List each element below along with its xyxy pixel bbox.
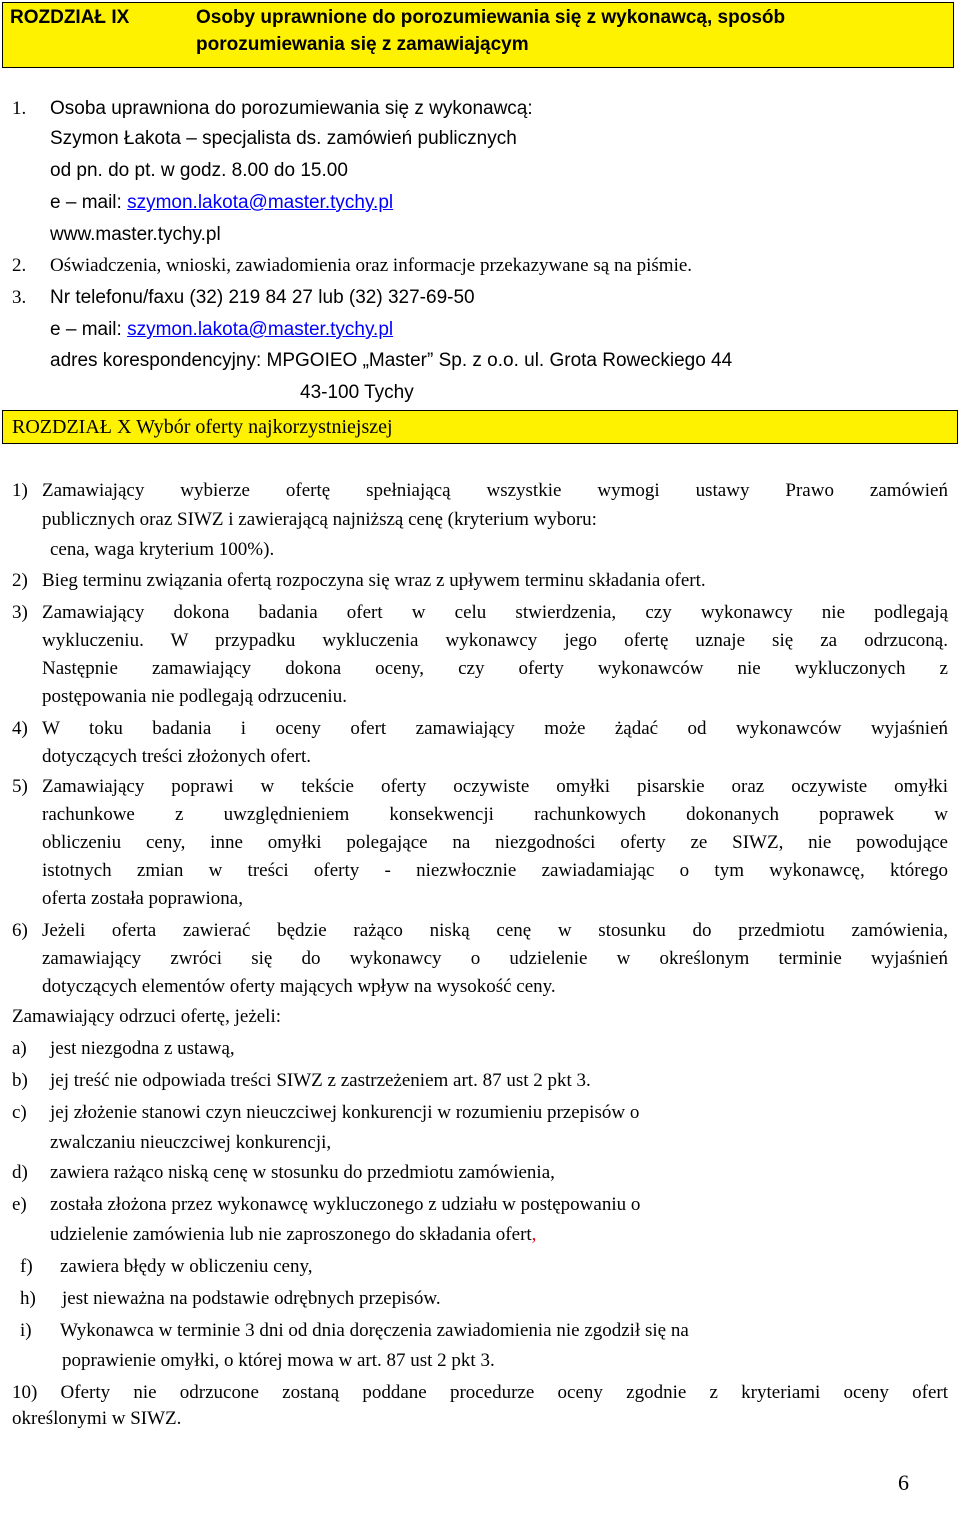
chapter-9-heading-prefix: ROZDZIAŁ IX [10,7,130,28]
point-1-number: 1) [12,480,28,501]
point-1-line-3: cena, waga kryterium 100%). [50,539,275,560]
reject-f-text: zawiera błędy w obliczeniu ceny, [60,1256,313,1277]
point-1-line-1: Zamawiający wybierze ofertę spełniającą wszystkie wymogi ustawy Prawo zamówień [42,480,948,501]
correspondence-city: 43-100 Tychy [300,382,414,403]
reject-c-line-2: zwalczaniu nieuczciwej konkurencji, [50,1132,332,1153]
point-5-line-2: rachunkowe z uwzględnieniem konsekwencji rachunkowych dokonanych poprawek w [42,804,948,825]
point-5-line-4: istotnych zmian w treści oferty - niezwłocznie zawiadamiając o tym wykonawcę, którego [42,860,948,881]
reject-i-label: i) [20,1320,32,1341]
reject-c-label: c) [12,1102,27,1123]
reject-d-text: zawiera rażąco niską cenę w stosunku do przedmiotu zamówienia, [50,1162,555,1183]
reject-e-line-2: udzielenie zamówienia lub nie zaproszonego do składania ofert [50,1224,532,1245]
chapter-10-heading: ROZDZIAŁ X Wybór oferty najkorzystniejszej [12,416,393,438]
reject-e-label: e) [12,1194,27,1215]
point-5-line-3: obliczeniu ceny, inne omyłki polegające na niezgodności oferty ze SIWZ, nie powodujące [42,832,948,853]
reject-b-label: b) [12,1070,28,1091]
website-link[interactable]: www.master.tychy.pl [50,224,221,245]
reject-d-label: d) [12,1162,28,1183]
point-4-line-2: dotyczących treści złożonych ofert. [42,746,312,767]
point-5-number: 5) [12,776,28,797]
reject-h-text: jest nieważna na podstawie odrębnych przepisów. [62,1288,441,1309]
page-number: 6 [898,1470,909,1495]
item-2-number: 2. [12,255,27,276]
point-5-line-1: Zamawiający poprawi w tekście oferty oczywiste omyłki pisarskie oraz oczywiste omyłki [42,776,948,797]
point-4-line-1: W toku badania i oceny ofert zamawiający może żądać od wykonawców wyjaśnień [42,718,948,739]
rejection-intro: Zamawiający odrzuci ofertę, jeżeli: [12,1006,282,1027]
point-6-line-1: Jeżeli oferta zawierać będzie rażąco niską cenę w stosunku do przedmiotu zamówienia, [42,920,948,941]
reject-a-text: jest niezgodna z ustawą, [50,1038,235,1059]
chapter-9-heading-title-1: Osoby uprawnione do porozumiewania się z wykonawcą, sposób [196,7,786,28]
point-3-number: 3) [12,602,28,623]
point-10-line-2: określonymi w SIWZ. [12,1408,182,1429]
item-3-text: Nr telefonu/faxu (32) 219 84 27 lub (32) 327-69-50 [50,287,475,308]
email-link-2[interactable]: szymon.lakota@master.tychy.pl [127,319,394,340]
reject-b-text: jej treść nie odpowiada treści SIWZ z zastrzeżeniem art. 87 ust 2 pkt 3. [50,1070,591,1091]
reject-i-line-1: Wykonawca w terminie 3 dni od dnia doręczenia zawiadomienia nie zgodził się na [60,1320,689,1341]
point-4-number: 4) [12,718,28,739]
point-3-line-4: postępowania nie podlegają odrzuceniu. [42,686,347,707]
point-2-number: 2) [12,570,28,591]
item-1-number: 1. [12,98,27,119]
point-1-line-2: publicznych oraz SIWZ i zawierającą najniższą cenę (kryterium wyboru: [42,509,597,530]
item-3-number: 3. [12,287,27,308]
reject-i-line-2: poprawienie omyłki, o której mowa w art. 87 ust 2 pkt 3. [62,1350,495,1371]
point-3-line-2: wykluczeniu. W przypadku wykluczenia wykonawcy jego ofertę uznaje się za odrzuconą. [42,630,948,651]
reject-h-label: h) [20,1288,36,1309]
reject-e-red-comma: , [531,1224,537,1245]
point-10-line-1: 10) Oferty nie odrzucone zostaną poddane procedurze oceny zgodnie z kryteriami oceny ofert [12,1382,948,1403]
item-2-text: Oświadczenia, wnioski, zawiadomienia oraz informacje przekazywane są na piśmie. [50,255,693,276]
reject-c-line-1: jej złożenie stanowi czyn nieuczciwej konkurencji w rozumieniu przepisów o [50,1102,640,1123]
point-6-line-3: dotyczących elementów oferty mających wpływ na wysokość ceny. [42,976,556,997]
point-2-line-1: Bieg terminu związania ofertą rozpoczyna się wraz z upływem terminu składania ofert. [42,570,706,591]
email-label: e – mail: [50,192,122,213]
reject-e-line-2-wrap [50,1222,536,1248]
chapter-9-heading-title-2: porozumiewania się z zamawiającym [196,34,529,55]
email-line-1 [50,190,393,216]
email-line-2 [50,317,393,343]
reject-e-line-1: została złożona przez wykonawcę wykluczonego z udziału w postępowaniu o [50,1194,641,1215]
point-3-line-3: Następnie zamawiający dokona oceny, czy oferty wykonawców nie wykluczonych z [42,658,948,679]
email-link[interactable]: szymon.lakota@master.tychy.pl [127,192,394,213]
item-1-line-1: Osoba uprawniona do porozumiewania się z wykonawcą: [50,98,533,119]
point-3-line-1: Zamawiający dokona badania ofert w celu stwierdzenia, czy wykonawcy nie podlegają [42,602,948,623]
item-1-line-3: od pn. do pt. w godz. 8.00 do 15.00 [50,160,348,181]
item-1-line-2: Szymon Łakota – specjalista ds. zamówień publicznych [50,128,517,149]
correspondence-address: adres korespondencyjny: MPGOIEO „Master” Sp. z o.o. ul. Grota Roweckiego 44 [50,350,733,371]
reject-a-label: a) [12,1038,27,1059]
point-6-line-2: zamawiający zwróci się do wykonawcy o udzielenie w określonym terminie wyjaśnień [42,948,948,969]
point-5-line-5: oferta została poprawiona, [42,888,243,909]
email-label-2: e – mail: [50,319,122,340]
reject-f-label: f) [20,1256,33,1277]
point-6-number: 6) [12,920,28,941]
